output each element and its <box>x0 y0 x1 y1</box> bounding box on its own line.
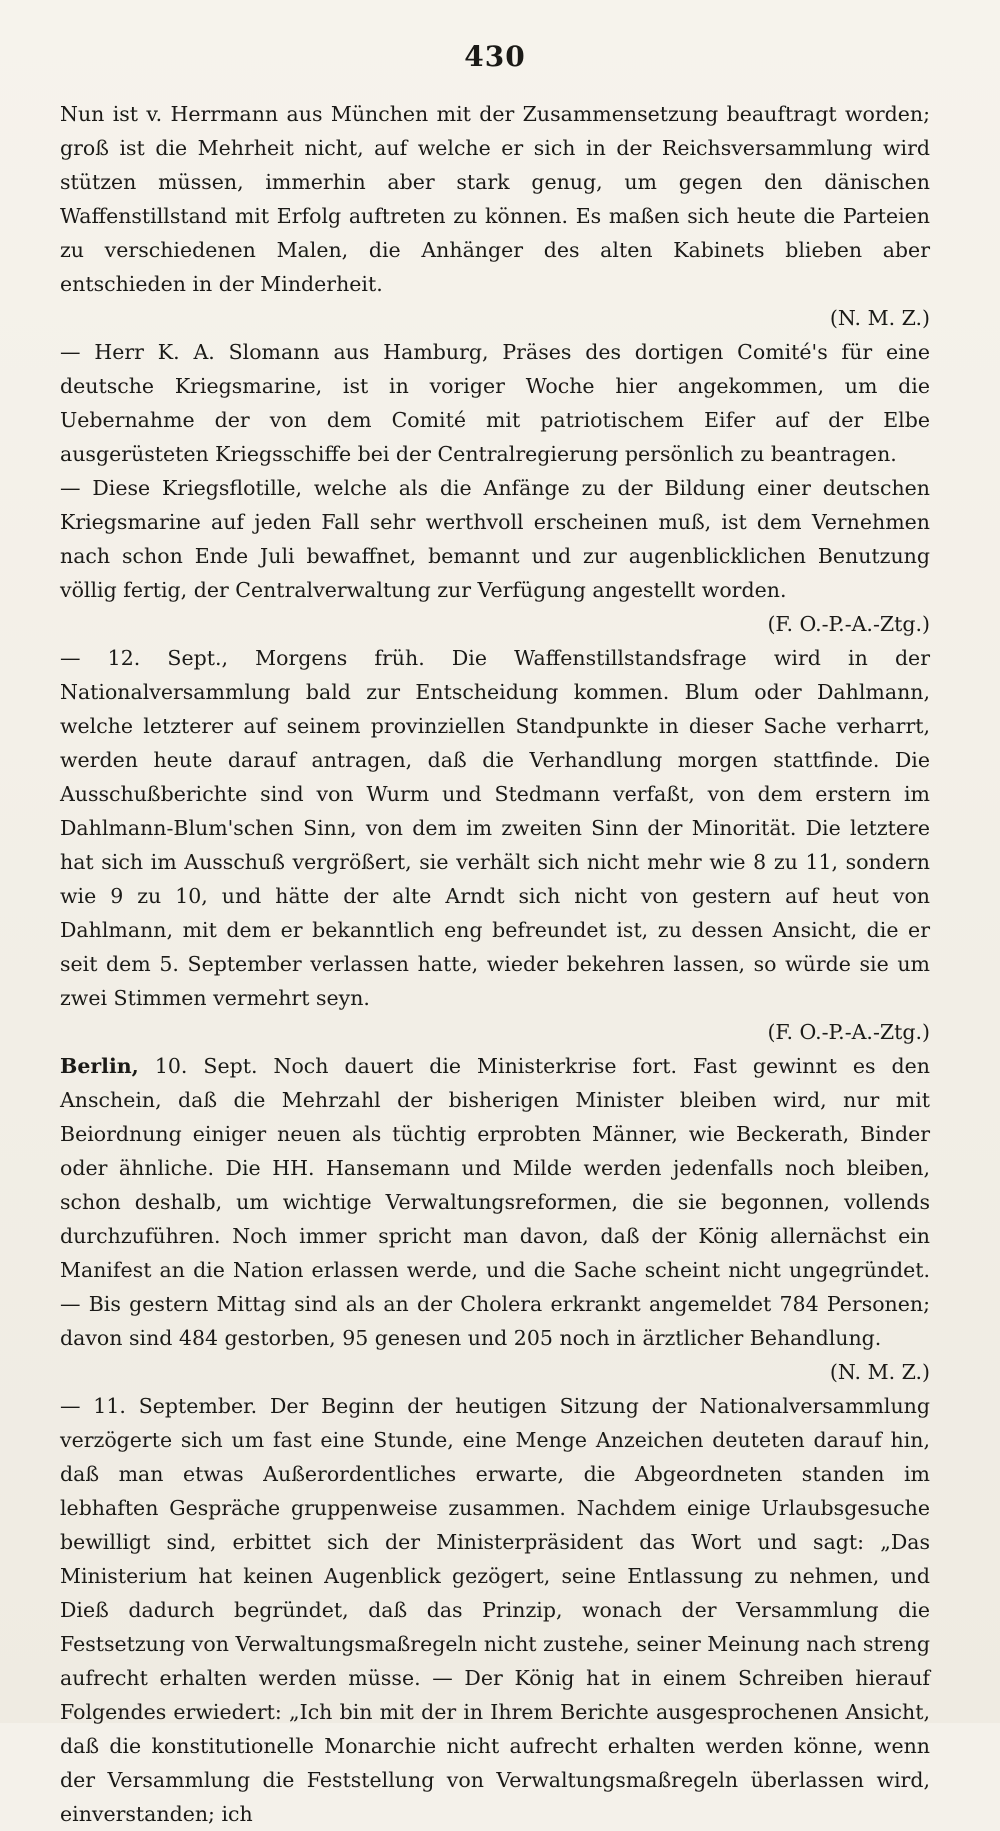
paragraph-text: Nun ist v. Herrmann aus München mit der Zusammensetzung beauftragt worden; groß ist die Mehrheit nicht, auf welche er sich in der Reichsversammlung wird stützen müssen, immerhin aber stark genug, um gegen den dänischen Waffenstillstand mit Erfolg auftreten zu können. Es maßen sich heute die Parteien zu verschiedenen Malen, die Anhänger des alten Kabinets blieben aber entschieden in der Minderheit. <box>60 102 930 296</box>
paragraph-text: — 11. September. Der Beginn der heutigen Sitzung der Nationalversammlung verzögerte sich um fast eine Stunde, eine Menge Anzeichen deuteten darauf hin, daß man etwas Außerordentliches erwarte, die Abgeordneten standen im lebhaften Gespräche gruppenweise zusammen. Nachdem einige Urlaubsgesuche bewilligt sind, erbittet sich der Ministerpräsident das Wort und sagt: „Das Ministerium hat keinen Augenblick gezögert, seine Entlassung zu nehmen, und Dieß dadurch begründet, daß das Prinzip, wonach der Versammlung die Festsetzung von Verwaltungsmaßregeln nicht zustehe, seiner Meinung nach streng aufrecht erhalten werden müsse. — Der König hat in einem Schreiben hierauf Folgendes erwiedert: „Ich bin mit der in Ihrem Berichte ausgesprochenen Ansicht, daß die konstitutionelle Monarchie nicht aufrecht erhalten werden könne, wenn der Versammlung die Feststellung von Verwaltungsmaßregeln überlassen wird, einverstanden; ich <box>60 1394 930 1826</box>
source-citation: (F. O.-P.-A.-Ztg.) <box>767 612 930 636</box>
paragraph-text: — Diese Kriegsflotille, welche als die Anfänge zu der Bildung einer deutschen Kriegsmarine auf jeden Fall sehr werthvoll erscheinen muß, ist dem Vernehmen nach schon Ende Juli bewaffnet, bemannt und zur augenblicklichen Benutzung völlig fertig, der Centralverwaltung zur Verfügung angestellt worden. <box>60 476 930 602</box>
paragraph-berlin <box>60 1049 930 1355</box>
source-citation: (N. M. Z.) <box>829 1360 930 1384</box>
source-citation: (F. O.-P.-A.-Ztg.) <box>767 1020 930 1044</box>
article-body <box>60 97 930 1831</box>
paragraph-herrmann <box>60 97 930 301</box>
paragraph-kriegsflotille <box>60 471 930 607</box>
paragraph-slomann <box>60 335 930 471</box>
source-citation: (N. M. Z.) <box>829 306 930 330</box>
paragraph-text: 10. Sept. Noch dauert die Ministerkrise fort. Fast gewinnt es den Anschein, daß die Mehrzahl der bisherigen Minister bleiben wird, nur mit Beiordnung einiger neuen als tüchtig erprobten Männer, wie Beckerath, Binder oder ähnliche. Die HH. Hansemann und Milde werden jedenfalls noch bleiben, schon deshalb, um wichtige Verwaltungsreformen, die sie begonnen, vollends durchzuführen. Noch immer spricht man davon, daß der König allernächst ein Manifest an die Nation erlassen werde, und die Sache scheint nicht ungegründet. — Bis gestern Mittag sind als an der Cholera erkrankt angemeldet 784 Personen; davon sind 484 gestorben, 95 genesen und 205 noch in ärztlicher Behandlung. <box>60 1054 930 1350</box>
paragraph-waffenstillstand <box>60 641 930 1015</box>
paragraph-text: — 12. Sept., Morgens früh. Die Waffenstillstandsfrage wird in der Nationalversammlung bald zur Entscheidung kommen. Blum oder Dahlmann, welche letzterer auf seinem provinziellen Standpunkte in dieser Sache verharrt, werden heute darauf antragen, daß die Verhandlung morgen stattfinde. Die Ausschußberichte sind von Wurm und Stedmann verfaßt, von dem erstern im Dahlmann-Blum'schen Sinn, von dem im zweiten Sinn der Minorität. Die letztere hat sich im Ausschuß vergrößert, sie verhält sich nicht mehr wie 8 zu 11, sondern wie 9 zu 10, und hätte der alte Arndt sich nicht von gestern auf heut von Dahlmann, mit dem er bekanntlich eng befreundet ist, zu dessen Ansicht, die er seit dem 5. September verlassen hatte, wieder bekehren lassen, so würde sie um zwei Stimmen vermehrt seyn. <box>60 646 930 1010</box>
paragraph-sitzung <box>60 1389 930 1831</box>
page-number: 430 <box>464 40 526 73</box>
paragraph-text: — Herr K. A. Slomann aus Hamburg, Präses des dortigen Comité's für eine deutsche Kriegsmarine, ist in voriger Woche hier angekommen, um die Uebernahme der von dem Comité mit patriotischem Eifer auf der Elbe ausgerüsteten Kriegsschiffe bei der Centralregierung persönlich zu beantragen. <box>60 340 930 466</box>
dateline-city: Berlin, <box>60 1054 139 1078</box>
